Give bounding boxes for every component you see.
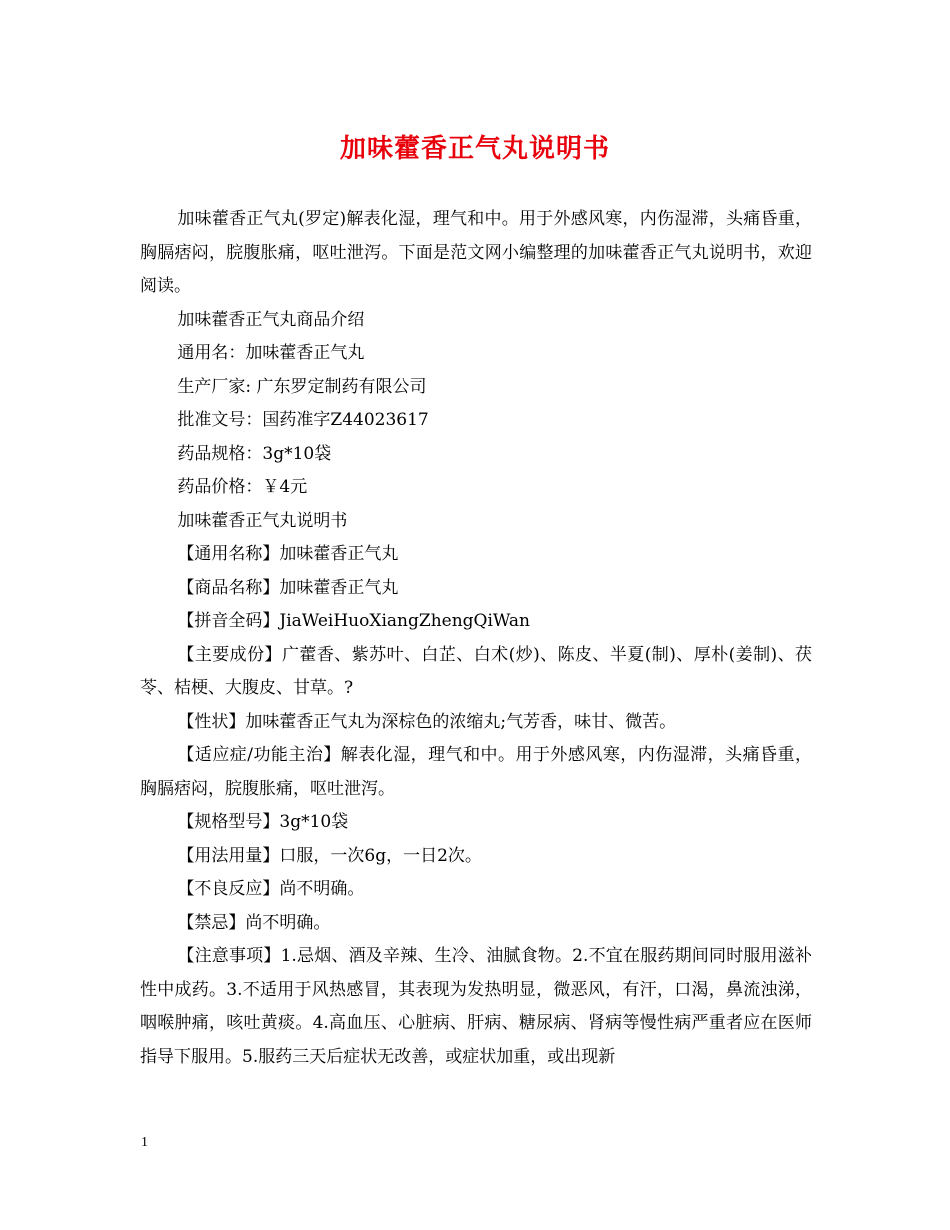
pinyin-field: 【拼音全码】JiaWeiHuoXiangZhengQiWan [177, 611, 530, 631]
precautions-field: 【注意事项】1.忌烟、酒及辛辣、生冷、油腻食物。2.不宜在服药期间同时服用滋补性中成药。3.不适用于风热感冒，其表现为发热明显，微恶风，有汗，口渴，鼻流浊涕，咽喉肿痛，咳吐黄痰。4.高血压、心脏病、肝病、糖尿病、肾病等慢性病严重者应在医师指导下服用。5.服药三天后症状无改善，或症状加重，或出现新 [140, 946, 812, 1067]
document-title: 加味藿香正气丸说明书 [339, 134, 610, 164]
intro-paragraph: 加味藿香正气丸(罗定)解表化湿，理气和中。用于外感风寒，内伤湿滞，头痛昏重，胸膈痞闷，脘腹胀痛，呕吐泄泻。下面是范文网小编整理的加味藿香正气丸说明书，欢迎阅读。 [140, 209, 812, 296]
model-spec-field: 【规格型号】3g*10袋 [177, 812, 349, 832]
contraindications-field: 【禁忌】尚不明确。 [177, 912, 331, 933]
section-heading-product-intro: 加味藿香正气丸商品介绍 [177, 309, 365, 330]
page-number: 1 [141, 1135, 148, 1150]
ingredients-field: 【主要成份】广藿香、紫苏叶、白芷、白术(炒)、陈皮、半夏(制)、厚朴(姜制)、茯苓、桔梗、大腹皮、甘草。? [140, 644, 812, 698]
generic-name-line: 通用名：加味藿香正气丸 [177, 343, 365, 363]
dosage-field: 【用法用量】口服，一次6g，一日2次。 [177, 845, 482, 866]
adverse-reactions-field: 【不良反应】尚不明确。 [177, 879, 365, 899]
price-line: 药品价格：￥4元 [177, 477, 308, 497]
manufacturer-line: 生产厂家: 广东罗定制药有限公司 [177, 376, 427, 397]
appearance-field: 【性状】加味藿香正气丸为深棕色的浓缩丸;气芳香，味甘、微苦。 [177, 711, 677, 732]
section-heading-instructions: 加味藿香正气丸说明书 [177, 510, 348, 531]
specification-line: 药品规格：3g*10袋 [177, 443, 332, 464]
trade-name-field: 【商品名称】加味藿香正气丸 [177, 577, 399, 598]
indications-field: 【适应症/功能主治】解表化湿，理气和中。用于外感风寒，内伤湿滞，头痛昏重，胸膈痞闷，脘腹胀痛，呕吐泄泻。 [140, 745, 812, 799]
common-name-field: 【通用名称】加味藿香正气丸 [177, 544, 399, 564]
approval-number-line: 批准文号：国药准字Z44023617 [177, 410, 429, 430]
document-body [140, 203, 812, 1074]
